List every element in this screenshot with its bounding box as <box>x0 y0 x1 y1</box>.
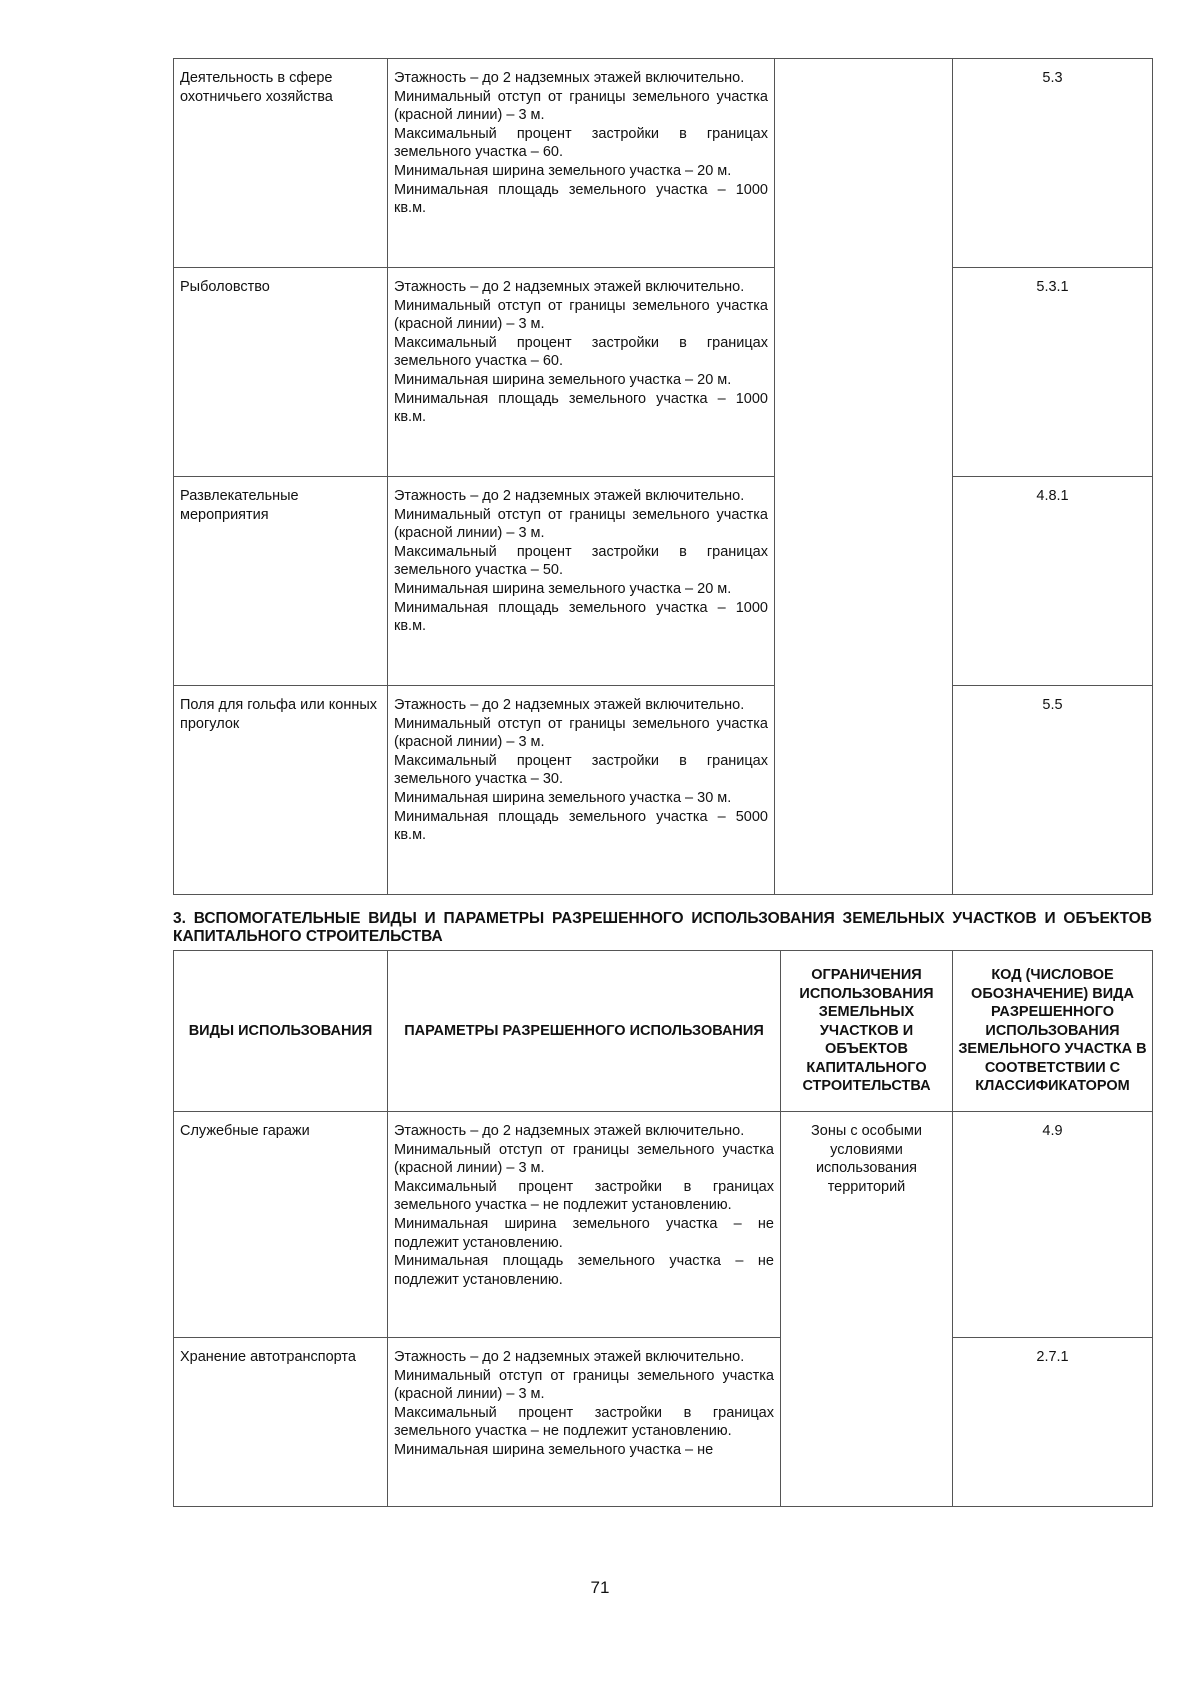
use-type-cell: Поля для гольфа или конных прогулок <box>174 686 388 895</box>
code-cell: 5.3.1 <box>953 268 1153 477</box>
param-line: Максимальный процент застройки в границах земельного участка – 60. <box>394 125 768 161</box>
param-line: Минимальная площадь земельного участка – 1000 кв.м. <box>394 181 768 217</box>
table-row <box>174 477 1153 686</box>
limits-cell: Зоны с особыми условиями использования территорий <box>781 1112 953 1507</box>
use-type-cell: Развлекательные мероприятия <box>174 477 388 686</box>
params-cell <box>388 59 775 268</box>
param-line: Этажность – до 2 надземных этажей включительно. <box>394 1349 745 1365</box>
main-uses-table-continued <box>173 58 1153 895</box>
use-type-cell: Хранение автотранспорта <box>174 1338 388 1507</box>
use-type-cell: Рыболовство <box>174 268 388 477</box>
param-line: Минимальная площадь земельного участка – 5000 кв.м. <box>394 808 768 844</box>
limits-cell <box>775 59 953 895</box>
param-line: Минимальная ширина земельного участка – 20 м. <box>394 162 732 179</box>
params-cell <box>388 268 775 477</box>
code-cell: 4.8.1 <box>953 477 1153 686</box>
param-line: Максимальный процент застройки в границах земельного участка – 60. <box>394 334 768 370</box>
code-cell: 5.5 <box>953 686 1153 895</box>
table-row <box>174 1112 1153 1338</box>
param-line: Минимальная ширина земельного участка – не подлежит установлению. <box>394 1215 774 1251</box>
code-cell: 4.9 <box>953 1112 1153 1338</box>
param-line: Этажность – до 2 надземных этажей включительно. <box>394 279 745 295</box>
param-line: Этажность – до 2 надземных этажей включительно. <box>394 488 745 504</box>
table-header-row <box>174 951 1153 1112</box>
params-cell <box>388 1112 781 1338</box>
code-cell: 5.3 <box>953 59 1153 268</box>
use-type-cell: Служебные гаражи <box>174 1112 388 1338</box>
param-line: Минимальная ширина земельного участка – 30 м. <box>394 789 732 806</box>
params-cell <box>388 477 775 686</box>
param-line: Максимальный процент застройки в границах земельного участка – не подлежит установлению. <box>394 1404 774 1440</box>
param-line: Максимальный процент застройки в границах земельного участка – 50. <box>394 543 768 579</box>
param-line: Минимальная площадь земельного участка – 1000 кв.м. <box>394 390 768 426</box>
use-type-cell: Деятельность в сфере охотничьего хозяйства <box>174 59 388 268</box>
param-line: Минимальный отступ от границы земельного участка (красной линии) – 3 м. <box>394 715 768 751</box>
param-line: Минимальная ширина земельного участка – не <box>394 1441 714 1458</box>
param-line: Минимальная площадь земельного участка – не подлежит установлению. <box>394 1253 774 1288</box>
header-code: КОД (ЧИСЛОВОЕ ОБОЗНАЧЕНИЕ) ВИДА РАЗРЕШЕННОГО ИСПОЛЬЗОВАНИЯ ЗЕМЕЛЬНОГО УЧАСТКА В СООТВЕТСТВИИ С КЛАССИФИКАТОРОМ <box>953 951 1153 1112</box>
params-cell <box>388 1338 781 1507</box>
param-line: Этажность – до 2 надземных этажей включительно. <box>394 697 745 713</box>
param-line: Минимальный отступ от границы земельного участка (красной линии) – 3 м. <box>394 1141 774 1177</box>
params-cell <box>388 686 775 895</box>
param-line: Максимальный процент застройки в границах земельного участка – 30. <box>394 752 768 788</box>
table-row <box>174 59 1153 268</box>
table-row <box>174 1338 1153 1507</box>
param-line: Минимальный отступ от границы земельного участка (красной линии) – 3 м. <box>394 506 768 542</box>
param-line: Минимальная ширина земельного участка – 20 м. <box>394 580 732 597</box>
section-title: 3. ВСПОМОГАТЕЛЬНЫЕ ВИДЫ И ПАРАМЕТРЫ РАЗРЕШЕННОГО ИСПОЛЬЗОВАНИЯ ЗЕМЕЛЬНЫХ УЧАСТКОВ И ОБЪЕКТОВ КАПИТАЛЬНОГО СТРОИТЕЛЬСТВА <box>173 910 1152 945</box>
param-line: Этажность – до 2 надземных этажей включительно. <box>394 1123 745 1139</box>
header-limits: ОГРАНИЧЕНИЯ ИСПОЛЬЗОВАНИЯ ЗЕМЕЛЬНЫХ УЧАСТКОВ И ОБЪЕКТОВ КАПИТАЛЬНОГО СТРОИТЕЛЬСТВА <box>781 951 953 1112</box>
header-types: ВИДЫ ИСПОЛЬЗОВАНИЯ <box>174 951 388 1112</box>
code-cell: 2.7.1 <box>953 1338 1153 1507</box>
page-number: 71 <box>590 1578 610 1597</box>
table-row <box>174 268 1153 477</box>
table-row <box>174 686 1153 895</box>
param-line: Минимальная ширина земельного участка – 20 м. <box>394 371 732 388</box>
param-line: Минимальный отступ от границы земельного участка (красной линии) – 3 м. <box>394 1367 774 1403</box>
param-line: Этажность – до 2 надземных этажей включительно. <box>394 70 745 86</box>
param-line: Максимальный процент застройки в границах земельного участка – не подлежит установлению. <box>394 1178 774 1214</box>
param-line: Минимальная площадь земельного участка – 1000 кв.м. <box>394 599 768 635</box>
param-line: Минимальный отступ от границы земельного участка (красной линии) – 3 м. <box>394 297 768 333</box>
header-params: ПАРАМЕТРЫ РАЗРЕШЕННОГО ИСПОЛЬЗОВАНИЯ <box>388 951 781 1112</box>
auxiliary-uses-table <box>173 950 1153 1507</box>
param-line: Минимальный отступ от границы земельного участка (красной линии) – 3 м. <box>394 88 768 124</box>
